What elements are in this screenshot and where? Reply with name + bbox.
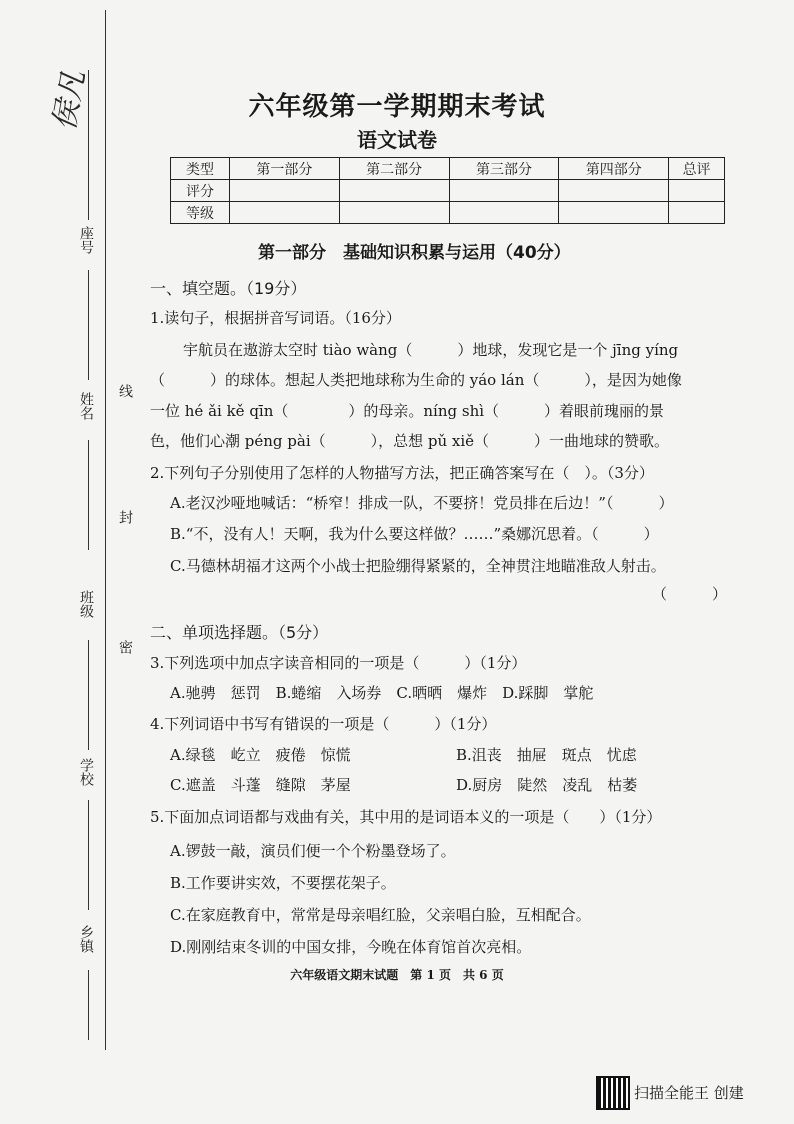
question-stem: 2.下列句子分别使用了怎样的人物描写方法，把正确答案写在（ ）。（3分） [150, 464, 654, 482]
question-option: C.在家庭教育中，常常是母亲唱红脸，父亲唱白脸，互相配合。 [170, 906, 591, 924]
margin-label-school: 学校 [78, 758, 94, 786]
handwritten-name: 侯凡 [47, 68, 92, 134]
score-cell[interactable] [230, 180, 340, 202]
fill-line [88, 640, 89, 750]
question-stem: 1.读句子，根据拼音写词语。（16分） [150, 309, 401, 327]
question-stem: 4.下列词语中书写有错误的一项是（ ）（1分） [150, 715, 497, 733]
score-cell[interactable] [449, 180, 559, 202]
grade-cell[interactable] [669, 202, 725, 224]
table-row [171, 202, 725, 224]
margin-label-name: 姓名 [78, 392, 94, 420]
table-header: 第二部分 [339, 158, 449, 180]
row-label: 等级 [171, 202, 230, 224]
grade-cell[interactable] [449, 202, 559, 224]
grade-cell[interactable] [339, 202, 449, 224]
question-option: D.刚刚结束冬训的中国女排，今晚在体育馆首次亮相。 [170, 938, 532, 956]
question-option: A.锣鼓一敲，演员们便一个个粉墨登场了。 [170, 842, 456, 860]
seal-mark-line: 线 [117, 384, 133, 398]
question-line: 宇航员在遨游太空时 tiào wàng（ ）地球，发现它是一个 jīng yíng [183, 341, 679, 359]
table-header-row [171, 158, 725, 180]
fill-line [88, 440, 89, 550]
question-line: 色，他们心潮 péng pài（ ），总想 pǔ xiě（ ）一曲地球的赞歌。 [150, 432, 670, 450]
table-row [171, 180, 725, 202]
row-label: 评分 [171, 180, 230, 202]
section-title: 二、单项选择题。（5分） [150, 623, 329, 642]
score-cell[interactable] [339, 180, 449, 202]
page-title: 六年级第一学期期末考试 [248, 92, 546, 122]
part-title: 第一部分 基础知识积累与运用（40分） [258, 243, 571, 263]
question-stem: 3.下列选项中加点字读音相同的一项是（ ）（1分） [150, 654, 527, 672]
question-option: B.沮丧 抽屉 斑点 忧虑 [456, 746, 637, 764]
seal-mark-secret: 密 [117, 640, 133, 654]
margin-label-seat: 座号 [78, 226, 94, 254]
scanner-watermark: 扫描全能王 创建 [634, 1084, 744, 1102]
qr-code-icon [596, 1076, 630, 1110]
table-header: 第四部分 [559, 158, 669, 180]
question-options: A.驰骋 惩罚 B.蜷缩 入场券 C.晒晒 爆炸 D.踩脚 掌舵 [170, 684, 594, 702]
margin-label-town: 乡镇 [78, 925, 94, 953]
answer-blank[interactable]: （ ） [652, 585, 728, 603]
table-header: 类型 [171, 158, 230, 180]
fill-line [88, 800, 89, 910]
question-option: A.老汉沙哑地喊话：“桥窄！排成一队，不要挤！党员排在后边！”（ ） [170, 494, 674, 512]
fill-line [88, 270, 89, 380]
page-subtitle: 语文试卷 [357, 128, 437, 152]
binding-line [105, 10, 106, 1050]
section-title: 一、填空题。（19分） [150, 279, 307, 298]
page-footer: 六年级语文期末试题 第 1 页 共 6 页 [290, 968, 504, 982]
question-option: B.“不，没有人！天啊，我为什么要这样做？……”桑娜沉思着。（ ） [170, 525, 659, 543]
score-cell[interactable] [669, 180, 725, 202]
score-table [170, 157, 725, 224]
grade-cell[interactable] [230, 202, 340, 224]
table-header: 第一部分 [230, 158, 340, 180]
margin-label-class: 班级 [78, 590, 94, 618]
question-option: D.厨房 陡然 凌乱 枯萎 [456, 776, 638, 794]
question-line: 一位 hé ǎi kě qīn（ ）的母亲。níng shì（ ）着眼前瑰丽的景 [150, 402, 665, 420]
question-option: B.工作要讲实效，不要摆花架子。 [170, 874, 396, 892]
question-option: C.遮盖 斗蓬 缝隙 茅屋 [170, 776, 351, 794]
grade-cell[interactable] [559, 202, 669, 224]
question-option: A.绿毯 屹立 疲倦 惊慌 [170, 746, 351, 764]
question-option: C.马德林胡福才这两个小战士把脸绷得紧紧的，全神贯注地瞄准敌人射击。 [170, 557, 666, 575]
question-line: （ ）的球体。想起人类把地球称为生命的 yáo lán（ ），是因为她像 [150, 371, 682, 389]
score-cell[interactable] [559, 180, 669, 202]
table-header: 总评 [669, 158, 725, 180]
seal-mark-seal: 封 [117, 510, 133, 524]
question-stem: 5.下面加点词语都与戏曲有关，其中用的是词语本义的一项是（ ）（1分） [150, 808, 662, 826]
table-header: 第三部分 [449, 158, 559, 180]
